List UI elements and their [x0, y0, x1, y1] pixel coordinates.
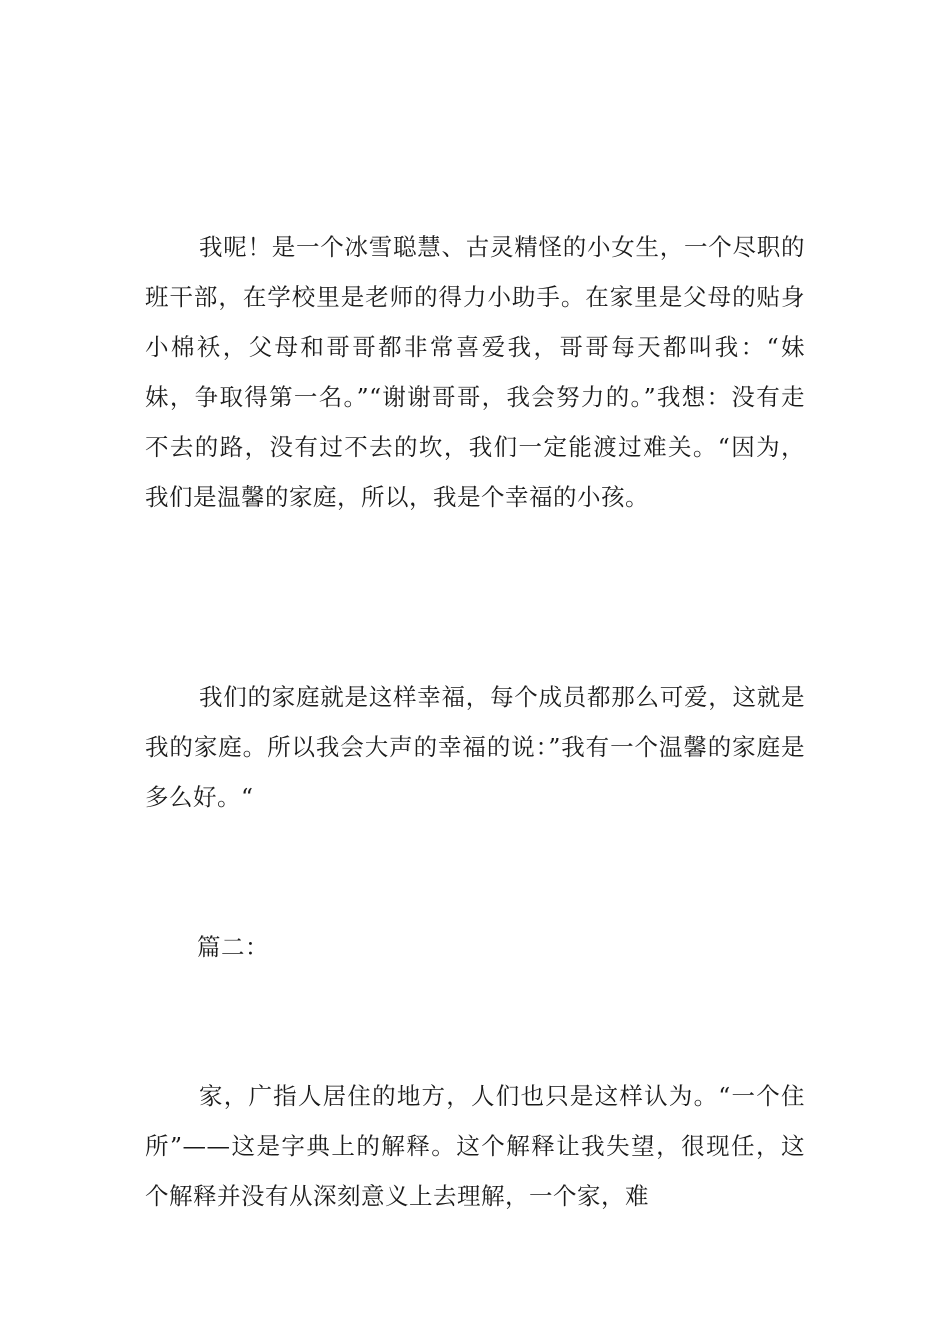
text-line: 个住所”——这是字典上的解释。这个解释让我失望，很	[145, 1082, 806, 1160]
paragraph-conclusion	[145, 672, 805, 822]
text-line: 家，广指人居住的地方，人们也只是这样认为。“一	[199, 1082, 757, 1110]
text-line: 的。”我想：没有走不去的路，没有过不去的坎，我们一	[145, 383, 806, 461]
text-line: 现任，这个解释并没有从深刻意义上去理解，一个家，难	[145, 1132, 805, 1210]
paragraph-intro	[145, 222, 805, 522]
text-line: 就是我的家庭。所以我会大声的幸福的说：”我有一个温	[145, 683, 805, 761]
text-line: 个幸福的小孩。	[481, 483, 649, 511]
text-line: 我们的家庭就是这样幸福，每个成员都那么可爱，这	[199, 683, 757, 711]
text-line: 母的贴身小棉袄，父母和哥哥都非常喜爱我，哥哥每天都	[145, 283, 806, 361]
text-line: 我呢！是一个冰雪聪慧、古灵精怪的小女生，一个尽	[199, 233, 757, 261]
text-line: 馨的家庭是多么好。“	[145, 733, 806, 811]
paragraph-section-two	[145, 1071, 805, 1221]
text-line: 叫我：“妹妹，争取得第一名。”“谢谢哥哥，我会努力	[145, 333, 806, 411]
section-heading	[145, 922, 805, 972]
text-line: 定能渡过难关。“因为，我们是温馨的家庭，所以，我是	[145, 433, 805, 511]
text-line: 职的班干部，在学校里是老师的得力小助手。在家里是父	[145, 233, 805, 311]
text-line: 篇二：	[197, 933, 269, 961]
